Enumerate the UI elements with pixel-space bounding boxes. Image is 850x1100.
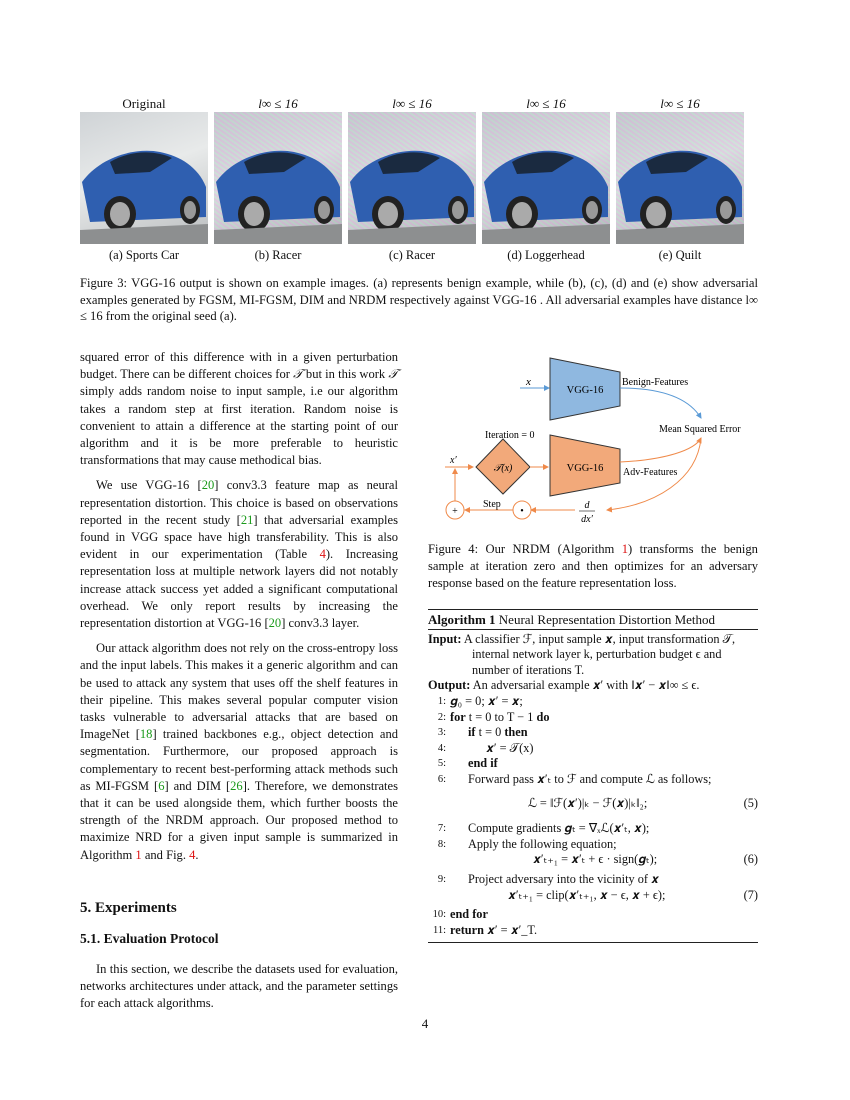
subcaption: (e) Quilt <box>658 248 702 262</box>
algorithm-title <box>428 609 758 630</box>
algorithm-output <box>428 678 758 694</box>
text: ]. Therefore, we demonstrates that it can be used alongside them, which further boosts the strength of the NRDM approach. Our proposed method to maximize NRD for a given input sample is summarized in Algorithm <box>80 778 398 862</box>
text: simply adds random noise to input sample, i.e our algorithm takes a random step at first iteration. Random noise is convenient to attain a difference at the starting point of our algorithm and it is be more preferable to heuristic transformations that may cause methodical bias. <box>80 384 398 468</box>
paragraph <box>80 477 398 632</box>
line-number: 11: <box>432 924 446 936</box>
car-image <box>214 112 342 244</box>
column-header: l∞ ≤ 16 <box>660 96 700 111</box>
citation-link[interactable]: 21 <box>240 512 254 527</box>
algorithm-line <box>428 772 758 788</box>
line-number: 3: <box>437 727 446 739</box>
line-number: 9: <box>437 873 446 885</box>
keyword: then <box>504 725 528 740</box>
text: Our attack algorithm does not rely on the cross-entropy loss and the input labels. This makes it a generic algorithm and can be used to attack any system that uses off the shelf features in their pipeline. This makes several popular computer vision tasks vulnerable to adversarial attacks that are based on ImageNet [ <box>80 641 398 742</box>
line-number: 8: <box>437 838 446 850</box>
citation-link[interactable]: 18 <box>139 727 153 742</box>
text: squared error of this difference with in a given perturbation budget. There can be different choices for <box>80 350 398 382</box>
algorithm-line <box>428 821 758 837</box>
equation-number: (6) <box>743 852 758 867</box>
citation-link[interactable]: 6 <box>158 778 165 793</box>
text: but in this work <box>302 367 389 382</box>
d-numerator: d <box>584 500 590 511</box>
equation: 𝒙′ₜ₊₁ = clip(𝒙′ₜ₊₁, 𝒙 − ϵ, 𝒙 + ϵ); <box>508 887 666 902</box>
line-number: 10: <box>432 909 446 921</box>
text: ] conv3.3 layer. <box>281 616 360 631</box>
equation: 𝒙′ₜ₊₁ = 𝒙′ₜ + ϵ · sign(𝒈ₜ); <box>533 852 658 867</box>
keyword: return <box>450 922 484 937</box>
page-number: 4 <box>421 1016 429 1031</box>
plus-label: + <box>452 506 458 517</box>
text: ] and DIM [ <box>164 778 231 793</box>
math-symbol: 𝒯 <box>293 367 303 382</box>
x-label: x <box>526 376 531 388</box>
paragraph: In this section, we describe the datasets used for evaluation, networks architectures under attack, and the parameter settings for each attack algorithms. <box>80 961 398 1011</box>
dot-label: • <box>520 506 524 517</box>
step-label: Step <box>483 499 501 510</box>
keyword: for <box>450 709 466 724</box>
paragraph <box>80 640 398 864</box>
keyword: end for <box>450 907 488 922</box>
text: ] trained backbones e.g., object detection and segmentation. Furthermore, our proposed approach is complementary to recent best-performing attack methods such as MI-FGSM [ <box>80 727 398 793</box>
reference-link[interactable]: 4 <box>189 847 196 862</box>
subsection-heading: 5.1. Evaluation Protocol <box>80 930 219 946</box>
algorithm-line <box>428 872 758 888</box>
benign-arrow <box>620 388 701 418</box>
text: We use VGG-16 [ <box>96 478 202 493</box>
d-denominator: dx′ <box>581 514 593 525</box>
algorithm-line <box>428 725 758 741</box>
subcaption: (b) Racer <box>254 248 302 262</box>
column-header: l∞ ≤ 16 <box>526 96 566 111</box>
algorithm-line <box>428 907 758 923</box>
line-text: Project adversary into the vicinity of 𝒙 <box>468 871 659 886</box>
line-text: 𝒙′ = 𝒯(x) <box>486 740 534 755</box>
text: ). Increasing representation loss at multiple network layers did not notably increase attack success yet added a significant computational overhead. We only report results by increasing the representation distortion at VGG-16 [ <box>80 547 398 631</box>
caption-text: Figure 4: Our NRDM (Algorithm <box>428 542 622 556</box>
adversarial-image <box>616 112 744 244</box>
equation-7 <box>428 888 758 904</box>
reference-link[interactable]: 1 <box>135 847 142 862</box>
keyword: do <box>536 709 550 724</box>
reference-link[interactable]: 4 <box>319 547 326 562</box>
algorithm-line <box>428 710 758 726</box>
algorithm-line <box>428 756 758 772</box>
text: . <box>195 847 199 862</box>
citation-link[interactable]: 20 <box>201 478 215 493</box>
mse-label: Mean Squared Error <box>659 424 741 435</box>
algorithm-line <box>428 741 758 757</box>
line-text: 𝒙′ = 𝒙′_T. <box>483 922 538 937</box>
car-image <box>482 112 610 244</box>
subcaption: (d) Loggerhead <box>507 248 585 262</box>
algorithm-number: Algorithm 1 <box>428 612 496 627</box>
paragraph <box>80 349 398 469</box>
line-number: 5: <box>437 758 446 770</box>
text: ] that adversarial examples found in VGG space have high transferability. This is also evident in our experimentation (Table <box>80 512 398 562</box>
input-text: A classifier ℱ, input sample 𝒙, input transformation 𝒯, internal network layer k, perturbation budget ϵ and number of iterations T. <box>463 631 736 677</box>
column-header: l∞ ≤ 16 <box>258 96 298 111</box>
algorithm-line <box>428 694 758 710</box>
algorithm-1 <box>428 609 758 943</box>
input-label: Input: <box>428 631 462 646</box>
vgg16-top-label: VGG-16 <box>566 385 604 396</box>
column-header: Original <box>122 96 166 111</box>
figure-4-diagram <box>425 350 765 530</box>
vgg16-bottom-label: VGG-16 <box>566 463 604 474</box>
algorithm-name: Neural Representation Distortion Method <box>495 612 716 627</box>
keyword: if <box>468 725 476 740</box>
line-number: 4: <box>437 742 446 754</box>
equation-number: (5) <box>743 795 758 810</box>
original-image <box>80 112 208 244</box>
text: ] conv3.3 feature map as neural representation distortion. This choice is based on observations reported in the recent study [ <box>80 478 398 527</box>
equation-6 <box>428 852 758 868</box>
text: and Fig. <box>141 847 190 862</box>
adversarial-image <box>348 112 476 244</box>
output-label: Output: <box>428 678 471 693</box>
line-text: Forward pass 𝒙′ₜ to ℱ and compute ℒ as follows; <box>468 771 712 786</box>
line-text: Apply the following equation; <box>468 836 617 851</box>
x-prime-label: x′ <box>450 455 457 466</box>
left-column <box>80 349 398 1013</box>
benign-features-label: Benign-Features <box>622 377 689 388</box>
car-image <box>348 112 476 244</box>
citation-link[interactable]: 26 <box>230 778 243 793</box>
figure-4-caption <box>428 541 758 592</box>
adversarial-image <box>214 112 342 244</box>
subcaption: (c) Racer <box>388 248 436 262</box>
column-header: l∞ ≤ 16 <box>392 96 432 111</box>
line-number: 2: <box>437 711 446 723</box>
car-image <box>616 112 744 244</box>
algorithm-link[interactable]: 1 <box>621 542 629 556</box>
subcaption: (a) Sports Car <box>108 248 180 262</box>
algorithm-line <box>428 837 758 853</box>
line-number: 6: <box>437 773 446 785</box>
line-text: 𝒈₀ = 0; 𝒙′ = 𝒙; <box>450 693 523 708</box>
figure-3-caption: Figure 3: VGG-16 output is shown on example images. (a) represents benign example, while (b), (c), (d) and (e) show adversarial examples generated by FGSM, MI-FGSM, DIM and NRDM respectively against VGG-16 . All adversarial examples have distance l∞ ≤ 16 from the original seed (a). <box>80 276 758 324</box>
line-text: t = 0 <box>475 725 505 740</box>
equation-5 <box>428 796 758 812</box>
algorithm-input <box>428 632 758 679</box>
citation-link[interactable]: 20 <box>268 616 282 631</box>
transform-label: 𝒯(x) <box>493 463 513 474</box>
caption-text: ) transforms the benign sample at iteration zero and then optimizes for an adversary response based on the feature representation loss. <box>428 542 758 590</box>
output-text: An adversarial example 𝒙′ with ‖𝒙′ − 𝒙‖∞ ≤ ϵ. <box>472 678 700 693</box>
section-heading: 5. Experiments <box>80 899 177 916</box>
adversarial-image <box>482 112 610 244</box>
equation-number: (7) <box>743 887 758 902</box>
line-number: 7: <box>437 823 446 835</box>
iteration-label: Iteration = 0 <box>485 430 535 441</box>
line-number: 1: <box>437 695 446 707</box>
line-text: Compute gradients 𝒈ₜ = ∇ₓℒ(𝒙′ₜ, 𝒙); <box>468 821 650 836</box>
keyword: end if <box>468 756 498 771</box>
car-image <box>80 112 208 244</box>
math-symbol: 𝒯 <box>388 367 399 382</box>
line-text: t = 0 to T − 1 <box>465 709 537 724</box>
algorithm-line <box>428 923 758 939</box>
equation: ℒ = ‖ℱ(𝒙′)|ₖ − ℱ(𝒙)|ₖ‖₂; <box>528 795 648 810</box>
adv-features-label: Adv-Features <box>623 467 678 478</box>
